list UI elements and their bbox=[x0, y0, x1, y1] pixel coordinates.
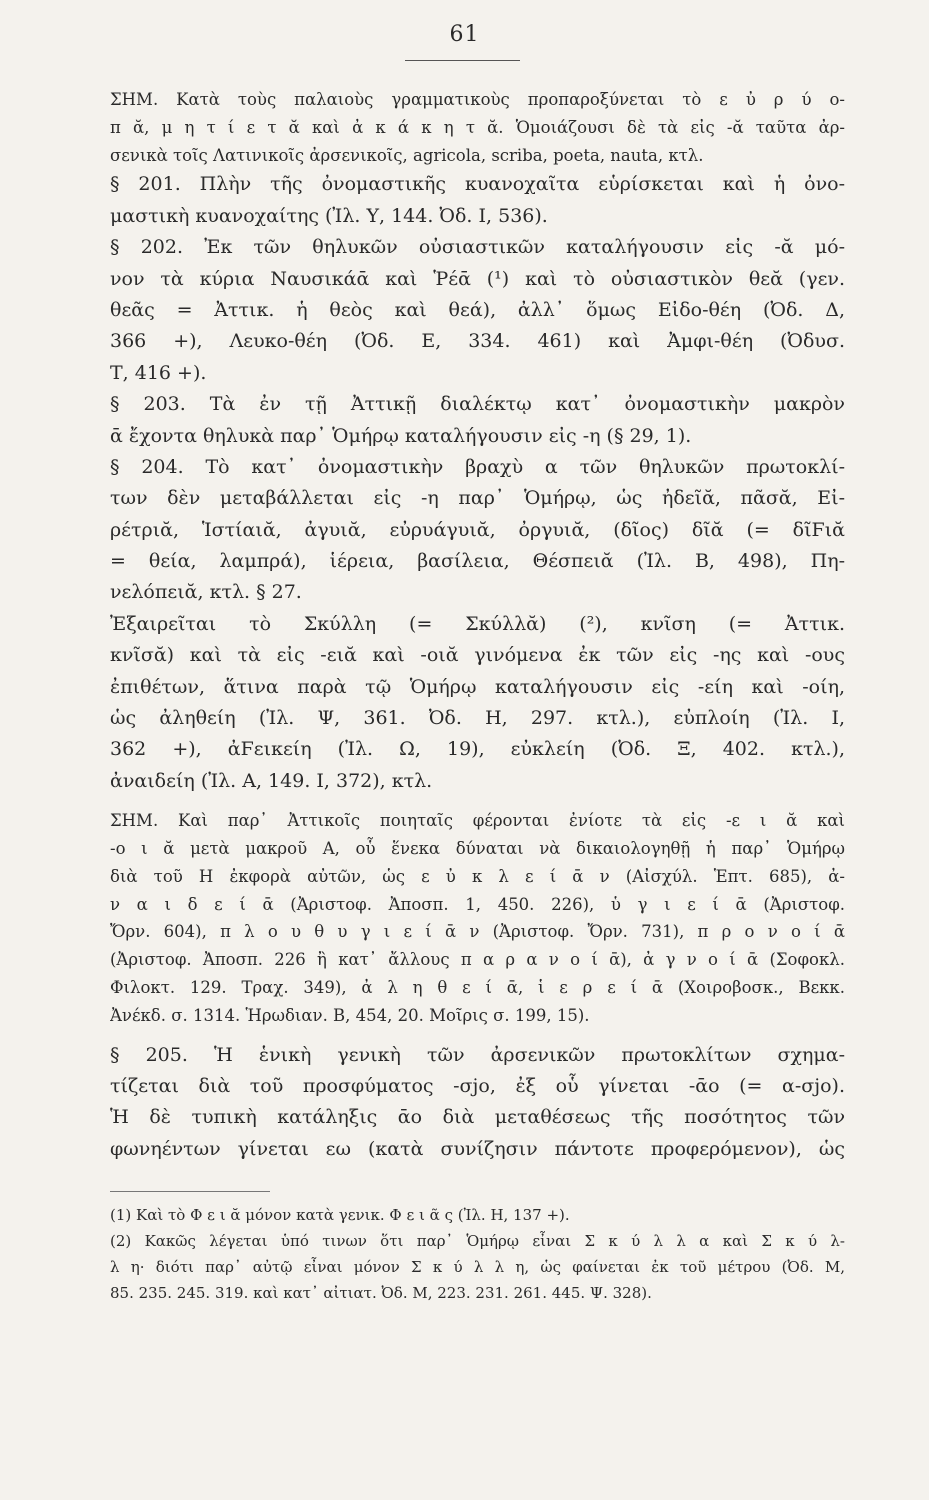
text-line: μαστικὴ κυανοχαίτης (Ἰλ. Υ, 144. Ὀδ. Ι, 536). bbox=[110, 204, 548, 227]
text-line: θεᾶς = Ἀττικ. ἡ θεὸς καὶ θεά), ἀλλ᾿ ὅμως Εἰδο-θέη (Ὀδ. Δ, bbox=[110, 298, 845, 321]
text-line: τίζεται διὰ τοῦ προσφύματος -σjο, ἐξ οὗ γίνεται -ᾱο (= α-σjο). bbox=[110, 1074, 845, 1097]
text-line: -ο ι ᾰ μετὰ μακροῦ Α, οὗ ἕνεκα δύναται νὰ δικαιολογηθῇ ἡ παρ᾿ Ὁμήρῳ bbox=[110, 839, 845, 858]
footnote-line: (2) Κακῶς λέγεται ὑπό τινων ὅτι παρ᾿ Ὁμήρῳ εἶναι Σ κ ύ λ λ α καὶ Σ κ ύ λ- bbox=[110, 1232, 845, 1251]
text-line: ὡς ἀληθείη (Ἰλ. Ψ, 361. Ὀδ. Η, 297. κτλ.), εὐπλοίη (Ἰλ. Ι, bbox=[110, 707, 845, 730]
text-line: Φιλοκτ. 129. Τραχ. 349), ἀ λ η θ ε ί ᾱ, ἱ ε ρ ε ί ᾱ (Χοιροβοσκ., Βεκκ. bbox=[110, 977, 845, 997]
note-block bbox=[110, 807, 845, 1029]
page-body bbox=[110, 86, 845, 1306]
footnote-line: 85. 235. 245. 319. καὶ κατ᾿ αἰτιατ. Ὀδ. Μ, 223. 231. 261. 445. Ψ. 328). bbox=[110, 1284, 652, 1303]
text-line: νον τὰ κύρια Ναυσικάᾱ καὶ Ῥέᾱ (¹) καὶ τὸ οὐσιαστικὸν θεᾰ (γεν. bbox=[110, 267, 845, 290]
text-line: Ἀνέκδ. σ. 1314. Ἡρωδιαν. Β, 454, 20. Μοῖρις σ. 199, 15). bbox=[110, 1005, 590, 1025]
text-line: διὰ τοῦ Η ἐκφορὰ αὐτῶν, ὡς ε ὐ κ λ ε ί ᾱ ν (Αἰσχύλ. Ἑπτ. 685), ἀ- bbox=[110, 866, 845, 886]
text-line: Ἐξαιρεῖται τὸ Σκύλλη (= Σκύλλᾰ) (²), κνῖση (= Ἀττικ. bbox=[110, 612, 845, 635]
text-line: ᾱ ἔχοντα θηλυκὰ παρ᾿ Ὁμήρῳ καταλήγουσιν εἰς -η (§ 29, 1). bbox=[110, 424, 692, 447]
text-line: σενικὰ τοῖς Λατινικοῖς ἀρσενικοῖς, agricola, scriba, poeta, nauta, κτλ. bbox=[110, 145, 704, 165]
text-line: Ὄρν. 604), π λ ο υ θ υ γ ι ε ί ᾱ ν (Ἀριστοφ. Ὄρν. 731), π ρ ο ν ο ί ᾱ bbox=[110, 922, 845, 942]
text-line: = θεία, λαμπρά), ἱέρεια, βασίλεια, Θέσπειᾰ (Ἰλ. Β, 498), Πη- bbox=[110, 550, 845, 573]
text-line: ΣΗΜ. Καὶ παρ᾿ Ἀττικοῖς ποιηταῖς φέρονται ἐνίοτε τὰ εἰς -ε ι ᾰ καὶ bbox=[110, 811, 845, 831]
text-line: των δὲν μεταβάλλεται εἰς -η παρ᾿ Ὁμήρῳ, ὡς ἠδεῖᾰ, πᾶσᾰ, Εἰ- bbox=[110, 487, 845, 510]
text-line: κνῖσᾰ) καὶ τὰ εἰς -ειᾰ καὶ -οιᾰ γινόμενα ἐκ τῶν εἰς -ης καὶ -ους bbox=[110, 644, 845, 667]
text-line: § 204. Τὸ κατ᾿ ὀνομαστικὴν βραχὺ α τῶν θηλυκῶν πρωτοκλί- bbox=[110, 455, 845, 478]
footnote-line: λ η· διότι παρ᾿ αὐτῷ εἶναι μόνον Σ κ ύ λ λ η, ὡς φαίνεται ἐκ τοῦ μέτρου (Ὀδ. Μ, bbox=[110, 1258, 845, 1277]
text-line: φωνηέντων γίνεται εω (κατὰ συνίζησιν πάντοτε προφερόμενον), ὡς bbox=[110, 1137, 845, 1160]
footnote-line: (1) Καὶ τὸ Φ ε ι ᾰ μόνον κατὰ γενικ. Φ ε ι ᾶ ς (Ἰλ. Η, 137 +). bbox=[110, 1206, 570, 1225]
text-line: Ἡ δὲ τυπικὴ κατάληξις ᾱο διὰ μεταθέσεως τῆς ποσότητος τῶν bbox=[110, 1106, 845, 1129]
footnotes bbox=[110, 1202, 845, 1306]
text-line: 362 +), ἀϜεικείη (Ἰλ. Ω, 19), εὐκλείη (Ὀδ. Ξ, 402. κτλ.), bbox=[110, 738, 845, 761]
text-line: Τ, 416 +). bbox=[110, 361, 207, 384]
text-line: ἐπιθέτων, ἅτινα παρὰ τῷ Ὁμήρῳ καταλήγουσιν εἰς -είη καὶ -οίη, bbox=[110, 675, 845, 698]
note-block bbox=[110, 86, 845, 169]
text-line: § 201. Πλὴν τῆς ὀνομαστικῆς κυανοχαῖτα εὑρίσκεται καὶ ἡ ὀνο- bbox=[110, 173, 845, 196]
page-number: 61 bbox=[449, 22, 480, 47]
text-line: § 205. Ἡ ἑνικὴ γενικὴ τῶν ἀρσενικῶν πρωτοκλίτων σχημα- bbox=[110, 1043, 845, 1066]
text-line: 366 +), Λευκο-θέη (Ὀδ. Ε, 334. 461) καὶ Ἀμφι-θέη (Ὀδυσ. bbox=[110, 330, 845, 353]
text-line: § 202. Ἐκ τῶν θηλυκῶν οὐσιαστικῶν καταλήγουσιν εἰς -ᾰ μό- bbox=[110, 236, 845, 259]
text-line: π ᾰ, μ η τ ί ε τ ᾰ καὶ ἀ κ ά κ η τ ᾰ. Ὁμοιάζουσι δὲ τὰ εἰς -ᾰ ταῦτα ἀρ- bbox=[110, 117, 845, 137]
text-line: ΣΗΜ. Κατὰ τοὺς παλαιοὺς γραμματικοὺς προπαροξύνεται τὸ ε ὐ ρ ύ ο- bbox=[110, 90, 845, 109]
text-line: ἀναιδείη (Ἰλ. Α, 149. Ι, 372), κτλ. bbox=[110, 769, 433, 792]
header-rule bbox=[405, 60, 520, 61]
text-line: § 203. Τὰ ἐν τῇ Ἀττικῇ διαλέκτῳ κατ᾿ ὀνομαστικὴν μακρὸν bbox=[110, 393, 845, 416]
text-line: (Ἀριστοφ. Ἀποσπ. 226 ἢ κατ᾿ ἄλλους π α ρ α ν ο ί ᾱ), ἀ γ ν ο ί ᾱ (Σοφοκλ. bbox=[110, 950, 845, 970]
footnote-rule bbox=[110, 1191, 270, 1192]
paragraph-block bbox=[110, 169, 845, 797]
text-line: ρέτριᾰ, Ἱστίαιᾰ, ἀγυιᾰ, εὐρυάγυιᾰ, ὀργυιᾰ, (δῖος) δῖᾰ (= δῖϜιᾰ bbox=[110, 518, 845, 541]
text-line: νελόπειᾰ, κτλ. § 27. bbox=[110, 581, 302, 604]
paragraph-block bbox=[110, 1040, 845, 1166]
text-line: ν α ι δ ε ί ᾱ (Ἀριστοφ. Ἀποσπ. 1, 450. 226), ὑ γ ι ε ί ᾱ (Ἀριστοφ. bbox=[110, 894, 845, 914]
